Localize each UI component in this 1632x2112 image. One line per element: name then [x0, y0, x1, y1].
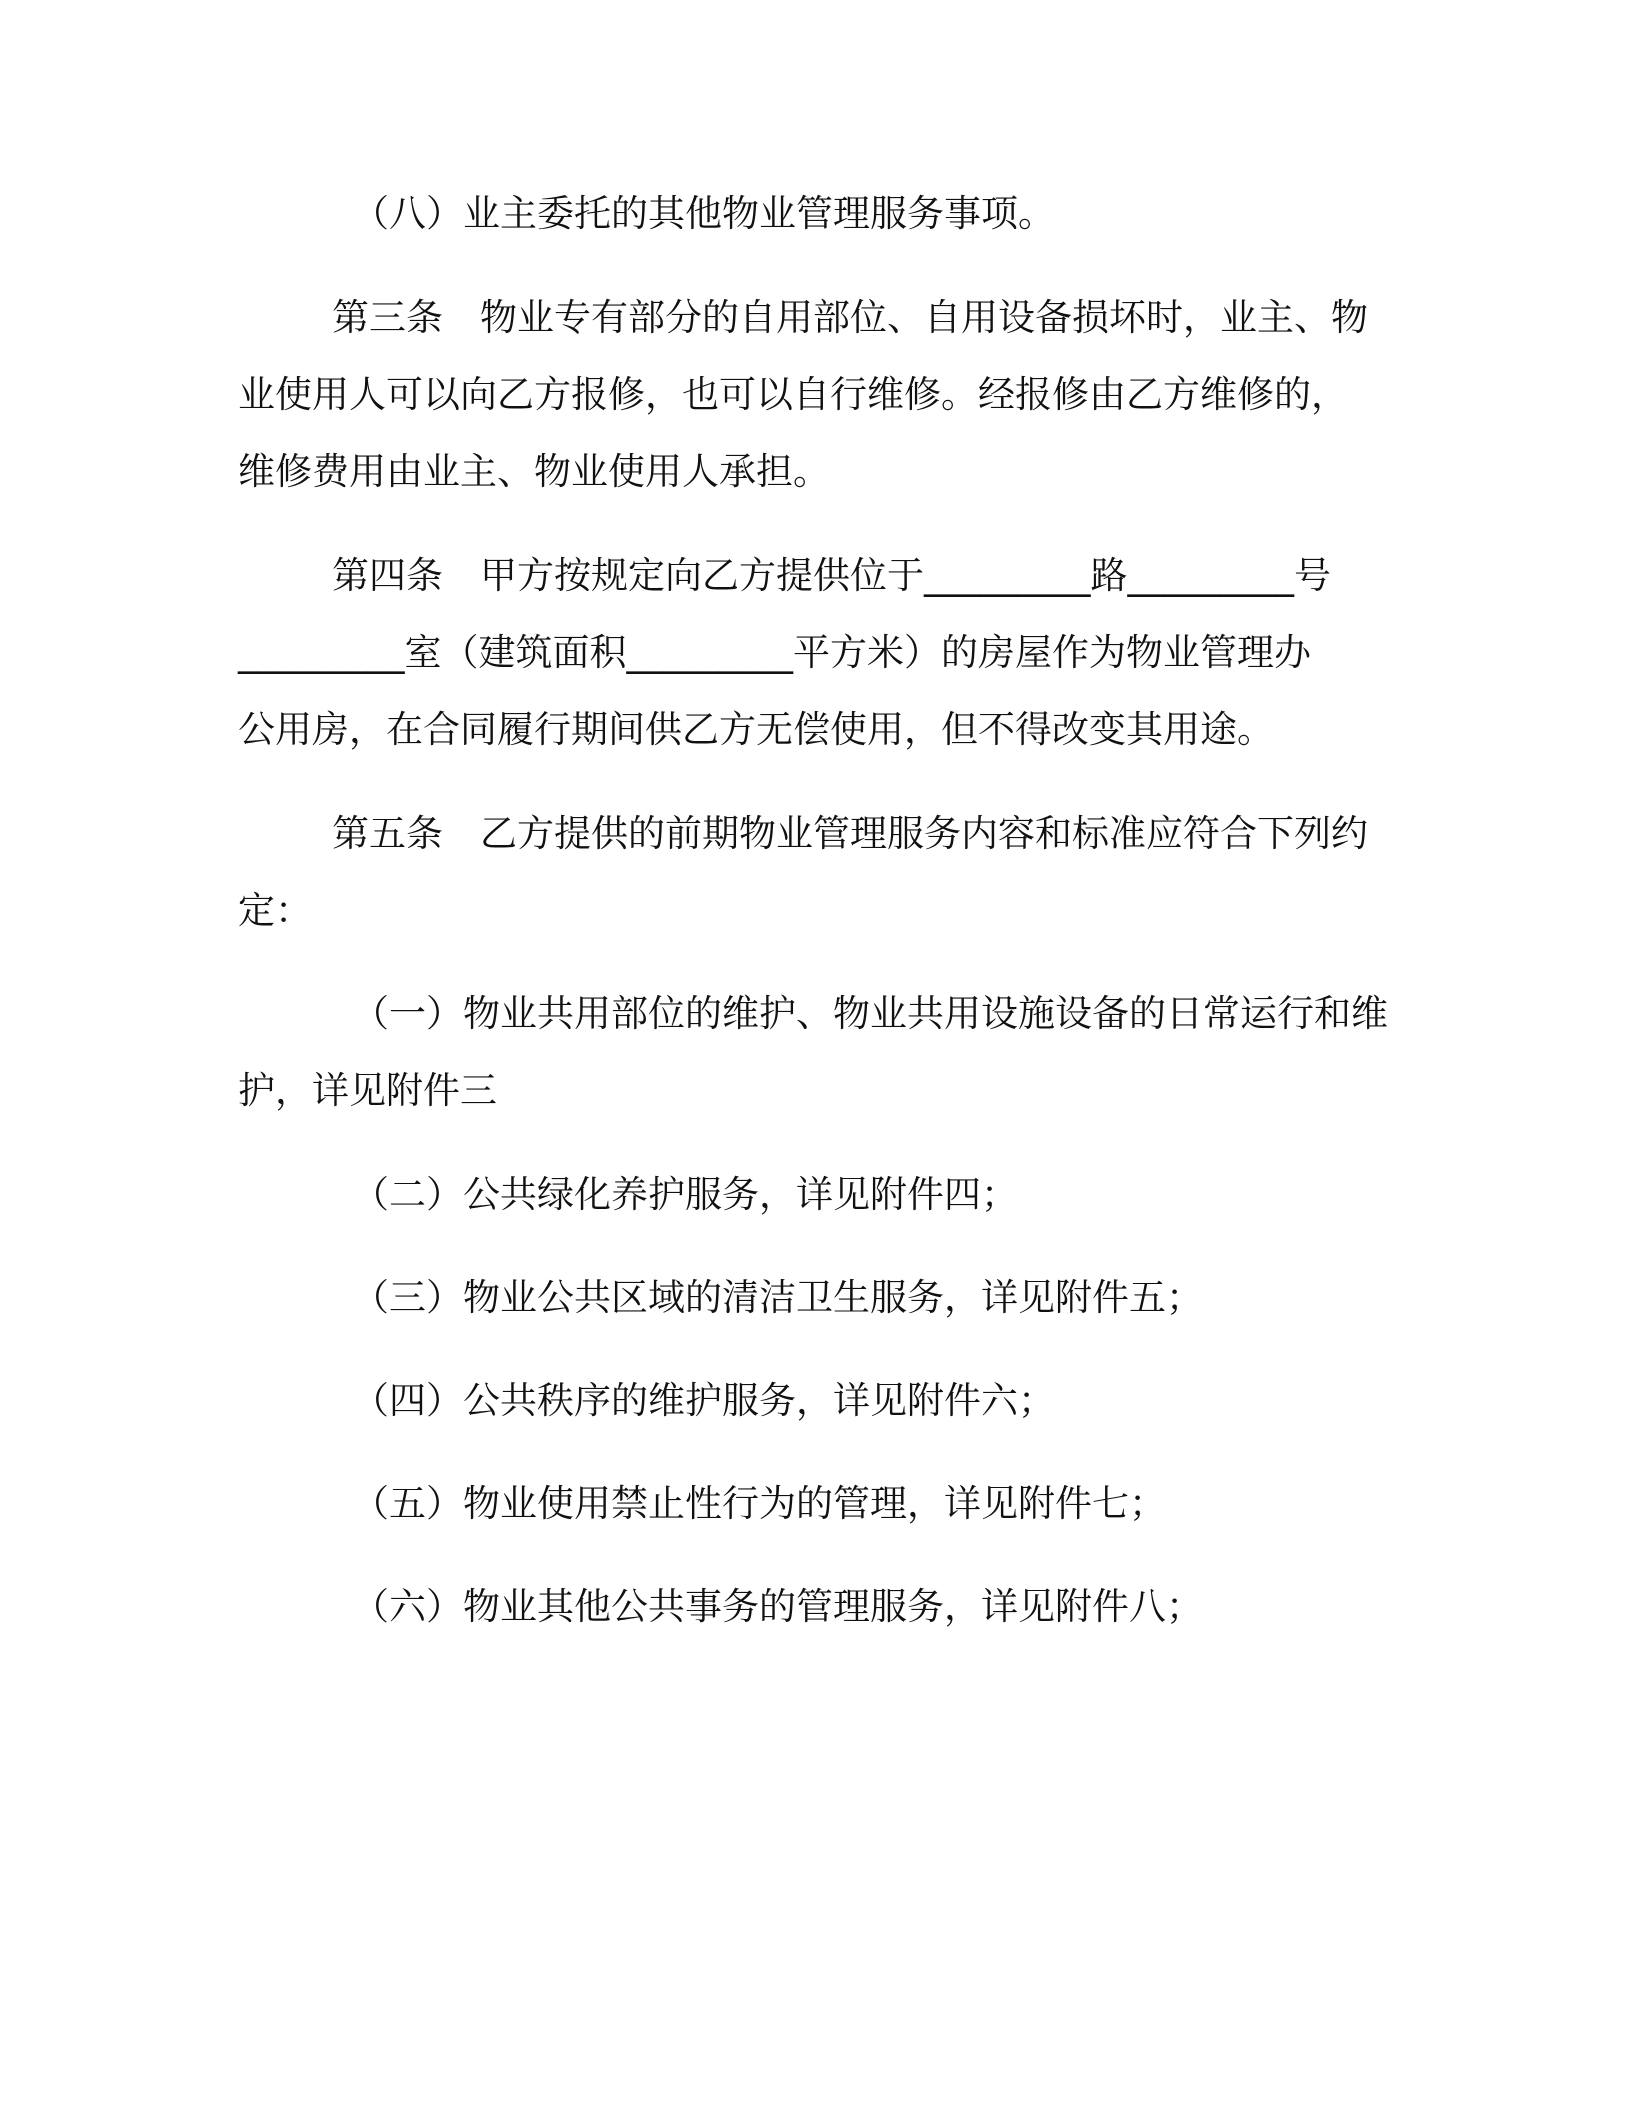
service-item-2: （二）公共绿化养护服务，详见附件四；: [352, 1173, 1018, 1216]
service-item-1-line-2: 护，详见附件三: [238, 1069, 497, 1112]
service-item-5: （五）物业使用禁止性行为的管理，详见附件七；: [352, 1482, 1166, 1525]
service-item-3: （三）物业公共区域的清洁卫生服务，详见附件五；: [352, 1276, 1203, 1319]
clause-item-8: （八）业主委托的其他物业管理服务事项。: [352, 192, 1055, 235]
article-3-line-3: 维修费用由业主、物业使用人承担。: [238, 450, 830, 493]
article-3-line-2: 业使用人可以向乙方报修，也可以自行维修。经报修由乙方维修的，: [238, 373, 1348, 416]
article-5-line-1: 第五条 乙方提供的前期物业管理服务内容和标准应符合下列约: [332, 812, 1368, 855]
article-4-line-3: 公用房，在合同履行期间供乙方无偿使用，但不得改变其用途。: [238, 708, 1274, 751]
article-5-line-2: 定：: [238, 889, 312, 932]
service-item-6: （六）物业其他公共事务的管理服务，详见附件八；: [352, 1585, 1203, 1628]
article-4-line-1: 第四条 甲方按规定向乙方提供位于_________路_________号: [332, 554, 1331, 597]
service-item-4: （四）公共秩序的维护服务，详见附件六；: [352, 1379, 1055, 1422]
article-4-line-2: _________室（建筑面积_________平方米）的房屋作为物业管理办: [238, 631, 1311, 674]
article-3-line-1: 第三条 物业专有部分的自用部位、自用设备损坏时，业主、物: [332, 296, 1368, 339]
service-item-1-line-1: （一）物业共用部位的维护、物业共用设施设备的日常运行和维: [352, 992, 1388, 1035]
